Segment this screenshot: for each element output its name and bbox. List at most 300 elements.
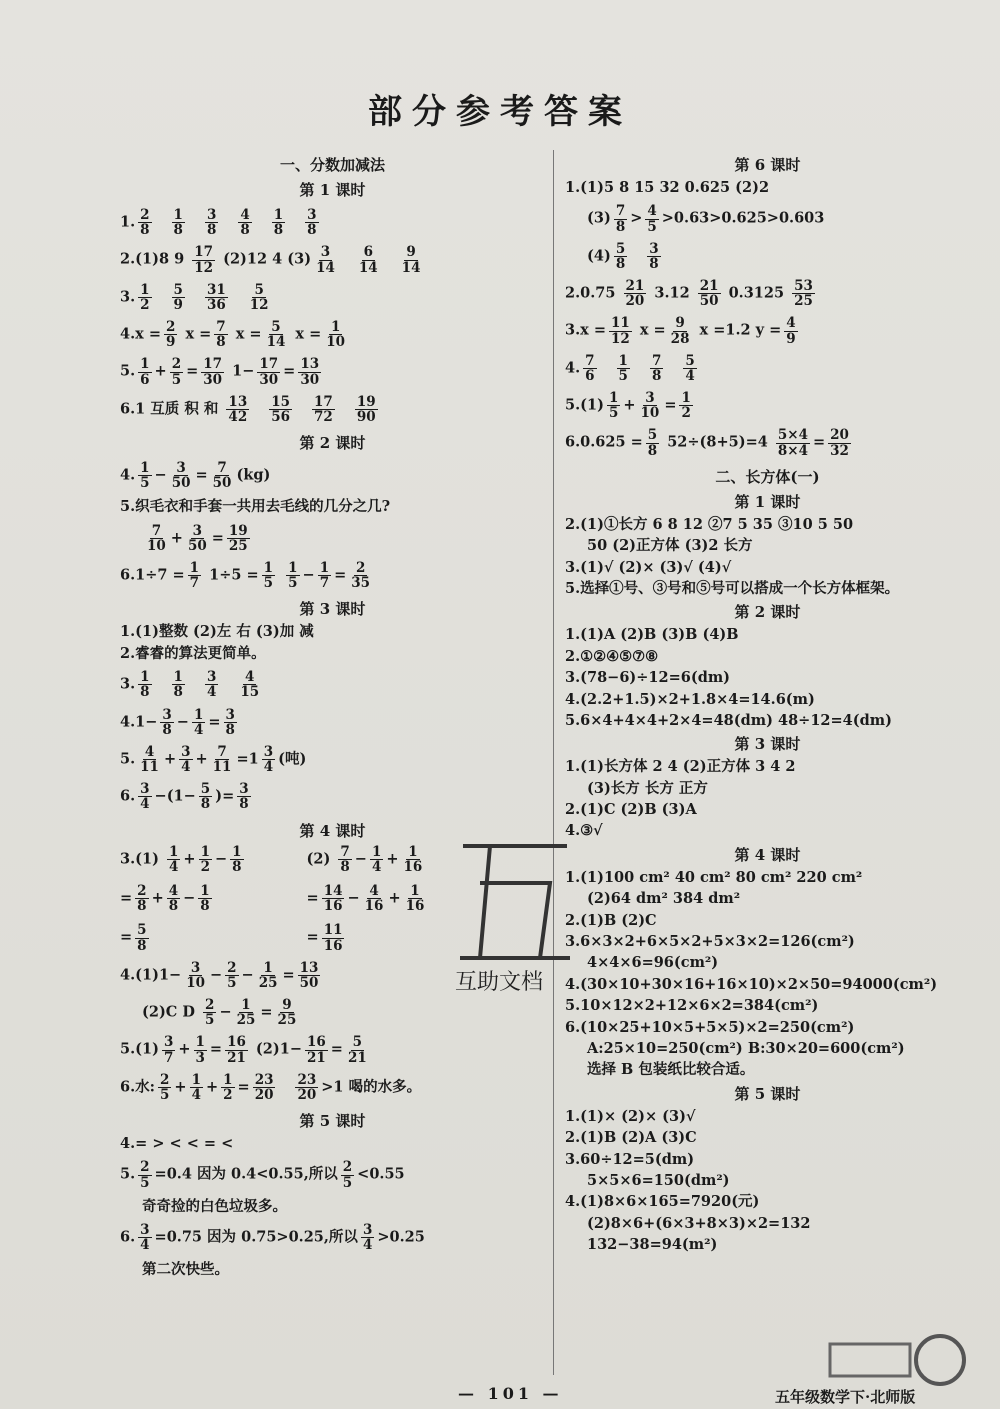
answer-text: =1: [236, 750, 259, 768]
fraction: [624, 279, 647, 308]
fraction: [583, 354, 596, 383]
numerator: 2: [227, 959, 237, 976]
denominator: 8: [206, 222, 217, 239]
answer-text: =: [120, 889, 133, 907]
denominator: 14: [316, 259, 335, 276]
answer-text: 1.(1)5 8 15 32 0.625 (2)2: [565, 179, 770, 196]
fraction: [192, 708, 205, 737]
denominator: 8: [340, 858, 350, 875]
answer-line: [565, 912, 970, 929]
numerator: 4: [144, 743, 155, 760]
numerator: 11: [610, 315, 630, 332]
fraction: [172, 670, 185, 699]
fraction: [265, 320, 288, 349]
numerator: 3: [176, 460, 186, 477]
answer-text: 3.(1)√ (2)× (3)√ (4)√: [565, 558, 732, 576]
denominator: 16: [403, 858, 423, 875]
numerator: 5: [173, 281, 183, 298]
fraction: [138, 461, 151, 490]
numerator: 3: [140, 1222, 150, 1239]
answer-line: [565, 179, 970, 196]
numerator: 17: [203, 356, 223, 373]
answer-text: −: [214, 850, 228, 868]
fraction: [683, 354, 696, 383]
denominator: 8: [216, 334, 226, 351]
fraction: [162, 1035, 175, 1064]
fraction: [318, 561, 331, 590]
numerator: 2: [140, 207, 150, 223]
answer-text: 6.0.625 =: [565, 434, 643, 452]
fraction: [160, 708, 173, 737]
denominator: 8: [240, 222, 250, 239]
denominator: 21: [306, 1049, 326, 1066]
answer-text: (3)长方 长方 正方: [587, 779, 708, 797]
fraction: [158, 1073, 171, 1102]
answer-text: =: [330, 1041, 343, 1059]
answer-line: [565, 1215, 970, 1232]
denominator: 25: [236, 1012, 256, 1029]
fraction: [338, 845, 351, 874]
answer-text: 4.= > < < = <: [120, 1135, 234, 1153]
answer-line: [565, 1236, 970, 1253]
denominator: 2: [140, 296, 150, 313]
fraction: [188, 561, 201, 590]
fraction: [205, 208, 218, 237]
denominator: 14: [401, 259, 421, 276]
denominator: 21: [227, 1049, 246, 1066]
denominator: 9: [165, 334, 176, 351]
calculation-column: [307, 845, 430, 953]
answer-text: (3): [587, 210, 611, 228]
answer-line: [120, 1223, 545, 1252]
denominator: 5: [608, 405, 619, 422]
numerator: 3: [163, 1034, 174, 1051]
answer-text: 3.60÷12=5(dm): [565, 1150, 695, 1168]
fraction: [257, 961, 280, 990]
numerator: 14: [323, 882, 343, 899]
answer-text: −: [183, 889, 196, 907]
watermark-text: 互助文档: [455, 970, 544, 995]
denominator: 2: [681, 405, 691, 422]
answer-line: [120, 670, 545, 699]
section-heading: 第 5 课时: [734, 1084, 801, 1103]
denominator: 4: [206, 684, 217, 701]
fraction: [199, 845, 212, 874]
answer-text: 2.睿睿的算法更简单。: [120, 644, 266, 662]
denominator: 5: [618, 367, 628, 384]
answer-text: +: [205, 1078, 219, 1096]
fraction: [305, 208, 318, 237]
answer-text: 3.6×3×2+6×5×2+5×3×2=126(cm²): [565, 933, 855, 951]
answer-line: [565, 626, 970, 643]
denominator: 50: [299, 974, 319, 991]
answer-text: +: [151, 889, 164, 907]
numerator: 5: [615, 240, 626, 257]
answer-text: x =1.2 y =: [694, 322, 782, 340]
numerator: 1: [263, 560, 274, 577]
fraction: [135, 884, 148, 913]
denominator: 8: [225, 721, 235, 738]
section-heading: 第 1 课时: [299, 181, 366, 199]
numerator: 7: [585, 352, 595, 369]
fraction: [138, 208, 151, 237]
numerator: 3: [225, 706, 235, 723]
denominator: 4: [193, 721, 204, 738]
answer-text: x =: [634, 322, 666, 340]
answer-line: [565, 559, 970, 576]
answer-text: 2.(1)B (2)A (3)C: [565, 1129, 697, 1147]
denominator: 16: [364, 898, 384, 915]
answer-text: 2.(1)8 9: [120, 251, 190, 269]
fraction: [298, 357, 321, 386]
denominator: 72: [314, 408, 333, 425]
numerator: 5: [647, 427, 658, 444]
denominator: 56: [271, 408, 291, 425]
denominator: 90: [356, 408, 376, 425]
answer-text: =: [120, 929, 133, 946]
numerator: 5: [352, 1034, 363, 1051]
answer-text: 5.织毛衣和手套一共用去毛线的几分之几?: [120, 498, 391, 516]
denominator: 8: [162, 721, 172, 738]
denominator: 50: [212, 475, 232, 492]
answer-text: 5.: [120, 750, 136, 768]
answer-text: 2.(1)B (2)C: [565, 911, 657, 929]
section-heading: 第 3 课时: [299, 600, 366, 619]
fraction: [235, 998, 258, 1027]
answer-line: [565, 954, 970, 971]
answer-line: [565, 976, 970, 993]
fraction: [614, 242, 627, 271]
fraction: [237, 782, 250, 811]
answer-text: 2.(1)①长方 6 8 12 ②7 5 35 ③10 5 50: [565, 515, 854, 533]
numerator: 3: [181, 743, 191, 760]
answer-text: [278, 567, 283, 584]
answer-text: +: [183, 850, 196, 868]
calculation-row: [120, 884, 247, 913]
fraction: [324, 320, 347, 349]
answer-text: 2.(1)C (2)B (3)A: [565, 801, 697, 819]
fraction: [314, 245, 337, 274]
numerator: 1: [319, 560, 330, 577]
numerator: 19: [356, 393, 376, 410]
answer-text: 3.: [120, 288, 136, 306]
denominator: 8: [137, 898, 147, 915]
fraction: [172, 208, 185, 237]
numerator: 15: [271, 393, 291, 410]
denominator: 20: [297, 1086, 317, 1103]
fraction: [361, 1223, 374, 1252]
calculation-row: [120, 845, 247, 874]
page-title: 部分参考答案: [368, 92, 632, 132]
answer-text: 6.: [120, 787, 136, 805]
denominator: 25: [228, 537, 248, 554]
answer-text: 5.(1): [120, 1041, 159, 1059]
numerator: 23: [297, 1071, 317, 1088]
answer-text: x =: [180, 325, 212, 343]
denominator: 50: [699, 293, 719, 310]
denominator: 25: [258, 974, 278, 991]
numerator: 5: [254, 281, 264, 298]
denominator: 30: [203, 371, 223, 388]
answer-line: [565, 933, 970, 950]
answer-line: [565, 204, 970, 233]
fraction: [650, 354, 663, 383]
page-number: — 101 —: [458, 1384, 563, 1403]
denominator: 5: [171, 371, 182, 388]
denominator: 10: [326, 334, 346, 351]
numerator: 21: [699, 278, 719, 295]
answer-text: 3.x =: [565, 322, 606, 340]
numerator: 6: [363, 244, 373, 261]
denominator: 5: [140, 1174, 150, 1191]
numerator: 5×4: [777, 427, 808, 444]
answer-text: +: [154, 363, 167, 381]
numerator: 3: [263, 743, 274, 760]
answer-line: [120, 395, 545, 424]
answer-text: 3.(1): [120, 850, 164, 868]
fraction: [205, 283, 228, 312]
fraction: [138, 1160, 151, 1189]
denominator: 8: [239, 796, 249, 813]
numerator: 2: [205, 997, 215, 1014]
fraction: [792, 279, 815, 308]
answer-line: [120, 461, 545, 490]
denominator: 16: [323, 898, 343, 915]
fraction: [647, 242, 660, 271]
numerator: 9: [282, 997, 292, 1014]
answer-text: 6.1 互质 积 和: [120, 400, 224, 418]
section-heading: 第 2 课时: [734, 603, 801, 622]
numerator: 1: [191, 1071, 201, 1088]
fraction: [194, 1035, 207, 1064]
numerator: 1: [189, 560, 200, 577]
answer-text: =: [282, 966, 295, 984]
answer-line: [565, 1061, 970, 1078]
answer-text: −: [241, 966, 254, 984]
denominator: 4: [191, 1086, 201, 1103]
fraction: [192, 245, 215, 274]
denominator: 8: [200, 796, 211, 813]
fraction: [138, 1223, 151, 1252]
denominator: 4: [140, 796, 150, 813]
answer-text: =: [664, 396, 677, 414]
answer-line: [120, 1135, 545, 1152]
answer-line: [120, 998, 545, 1027]
denominator: 5: [140, 475, 150, 492]
fraction: [230, 845, 243, 874]
fraction: [776, 428, 810, 457]
answer-text: 4.③√: [565, 822, 603, 840]
fraction: [400, 245, 423, 274]
numerator: 2: [165, 319, 176, 336]
answer-line: [120, 561, 545, 590]
numerator: 7: [217, 460, 227, 477]
denominator: 28: [670, 330, 690, 347]
answer-line: [565, 1193, 970, 1210]
numerator: 1: [232, 843, 242, 860]
fraction: [221, 1073, 234, 1102]
fraction: [170, 461, 193, 490]
answer-line: [120, 357, 545, 386]
answer-text: 1÷5 =: [204, 566, 259, 584]
answer-line: [565, 780, 970, 797]
answer-line: [120, 623, 545, 640]
denominator: 25: [794, 293, 813, 310]
answer-text: 4.(30×10+30×16+16×10)×2×50=94000(cm²): [565, 975, 938, 993]
numerator: 1: [618, 352, 628, 369]
numerator: 3: [362, 1222, 373, 1239]
answer-text: <0.55: [357, 1166, 405, 1184]
denominator: 5: [288, 575, 298, 592]
answer-text: 6.水:: [120, 1078, 155, 1096]
calculation-row: [307, 845, 430, 874]
numerator: 7: [216, 319, 226, 336]
denominator: 20: [625, 293, 645, 310]
numerator: 16: [227, 1034, 246, 1051]
fraction: [614, 204, 627, 233]
fraction: [253, 1073, 276, 1102]
fraction: [295, 1073, 318, 1102]
numerator: 1: [193, 706, 204, 723]
answer-text: 2.0.75: [565, 284, 621, 302]
fraction: [341, 1160, 354, 1189]
denominator: 4: [685, 367, 695, 384]
denominator: 8: [649, 255, 659, 272]
fraction: [669, 316, 692, 345]
answer-line: [565, 242, 970, 271]
answer-line: [565, 1172, 970, 1189]
denominator: 16: [323, 937, 343, 954]
answer-text: =: [334, 566, 347, 584]
answer-text: 6.1÷7 =: [120, 566, 185, 584]
answer-line: [120, 283, 545, 312]
numerator: 1: [169, 843, 179, 860]
numerator: 3: [206, 207, 217, 223]
fraction: [346, 1035, 369, 1064]
numerator: 1: [140, 356, 150, 373]
fraction: [357, 245, 380, 274]
numerator: 1: [681, 390, 691, 407]
numerator: 13: [300, 356, 320, 373]
fraction: [305, 1035, 328, 1064]
numerator: 7: [217, 743, 227, 760]
numerator: 3: [239, 781, 249, 798]
fraction: [225, 1035, 248, 1064]
answer-line: [565, 758, 970, 775]
numerator: 2: [160, 1071, 170, 1088]
answer-line: [120, 208, 545, 237]
answer-text: =: [208, 713, 221, 731]
answer-text: 0.3125: [723, 284, 790, 302]
book-label: 五年级数学下·北师版: [775, 1388, 916, 1406]
numerator: 3: [140, 781, 150, 798]
answer-line: [565, 890, 970, 907]
denominator: 7: [163, 1049, 174, 1066]
answer-line: [120, 498, 545, 515]
numerator: 2: [342, 1159, 353, 1176]
fraction: [138, 283, 151, 312]
section-heading: 第 1 课时: [734, 492, 801, 511]
answer-line: [565, 712, 970, 729]
fraction: [370, 845, 383, 874]
denominator: 50: [187, 537, 207, 554]
answer-line: [565, 1129, 970, 1146]
answer-text: (2): [306, 850, 336, 868]
answer-line: [120, 782, 545, 811]
denominator: 6: [585, 367, 595, 384]
denominator: 30: [259, 371, 279, 388]
numerator: 1: [200, 882, 210, 899]
fraction: [645, 204, 658, 233]
fraction: [226, 395, 249, 424]
answer-text: =: [260, 1003, 273, 1021]
numerator: 2: [140, 1159, 150, 1176]
denominator: 9: [786, 330, 796, 347]
answer-text: 5.6×4+4×4+2×4=48(dm) 48÷12=4(dm): [565, 711, 892, 729]
answer-text: +: [178, 1041, 191, 1059]
numerator: 7: [615, 203, 626, 220]
denominator: 8: [273, 222, 284, 239]
answer-text: 4.(1)8×6×165=7920(元): [565, 1193, 760, 1211]
fraction: [269, 395, 292, 424]
answer-text: 1−: [227, 363, 255, 381]
numerator: 3: [320, 244, 331, 261]
answer-text: 4.: [120, 466, 136, 484]
fraction: [238, 208, 251, 237]
answer-text: >1 喝的水多。: [321, 1078, 422, 1096]
answer-text: 5.: [120, 363, 136, 381]
fraction: [609, 316, 632, 345]
fraction: [698, 279, 721, 308]
numerator: 9: [675, 315, 685, 332]
numerator: 1: [173, 669, 183, 686]
answer-line: [565, 428, 970, 457]
answer-text: 选择 B 包装纸比较合适。: [587, 1061, 755, 1079]
denominator: 8: [647, 442, 658, 459]
calculation-row: [307, 884, 430, 913]
answer-line: [120, 1160, 545, 1189]
answer-line: [120, 1035, 545, 1064]
answer-text: (2)8×6+(6×3+8×3)×2=132: [587, 1214, 811, 1232]
section-heading: 第 5 课时: [299, 1112, 366, 1131]
numerator: 3: [649, 240, 659, 257]
numerator: 21: [625, 278, 645, 295]
fraction: [201, 357, 224, 386]
denominator: 9: [173, 296, 183, 313]
answer-text: 5.: [120, 1166, 136, 1184]
denominator: 8: [140, 222, 150, 239]
fraction: [179, 745, 192, 774]
answer-line: [120, 1198, 545, 1215]
numerator: 4: [786, 315, 796, 332]
denominator: 10: [640, 405, 660, 422]
answer-text: =: [211, 529, 224, 547]
fraction: [184, 961, 207, 990]
fraction: [322, 884, 345, 913]
answer-line: [565, 580, 970, 597]
section-heading: 第 4 课时: [734, 845, 801, 864]
denominator: 7: [189, 575, 200, 592]
fraction: [138, 357, 151, 386]
numerator: 1: [408, 843, 418, 860]
numerator: 3: [307, 207, 317, 223]
answer-line: [565, 1108, 970, 1125]
numerator: 23: [254, 1071, 274, 1088]
fraction: [262, 561, 275, 590]
fraction: [203, 998, 216, 1027]
denominator: 4: [362, 1237, 373, 1254]
fraction: [639, 391, 662, 420]
